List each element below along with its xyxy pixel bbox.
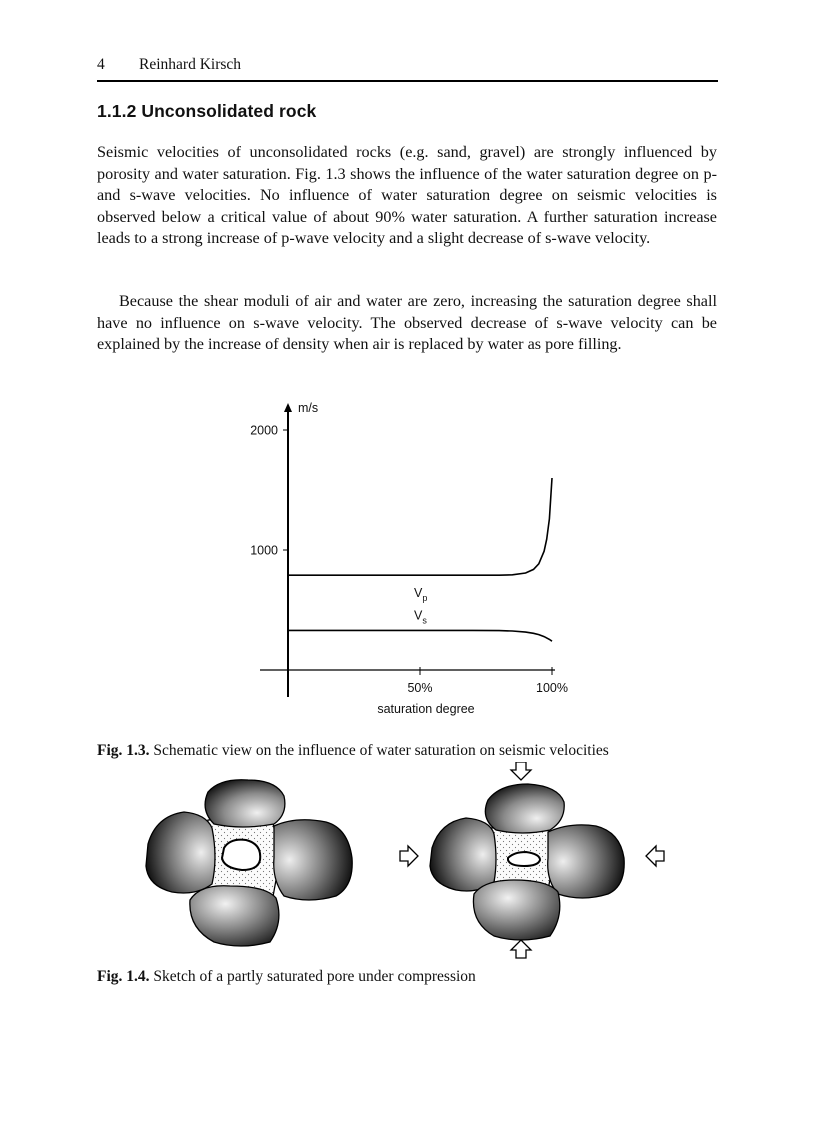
velocity-saturation-chart (220, 395, 600, 725)
x-tick-label: 50% (407, 681, 433, 695)
arrow-left-icon (646, 846, 664, 866)
header-rule (97, 80, 718, 82)
y-tick-label: 2000 (250, 423, 278, 438)
page-number: 4 (97, 56, 105, 73)
pore-uncompressed (146, 780, 352, 946)
air-bubble (508, 852, 540, 866)
arrow-down-icon (511, 762, 531, 780)
section-title: 1.1.2 Unconsolidated rock (97, 101, 317, 121)
arrow-up-icon (511, 940, 531, 958)
grain-bottom (473, 880, 559, 940)
y-axis-arrow (284, 403, 292, 412)
grain-top (205, 780, 285, 827)
series-label-subscript: s (422, 615, 427, 626)
arrow-right-icon (400, 846, 418, 866)
running-header (97, 54, 717, 78)
figure-caption-1-3 (97, 742, 609, 760)
series-label-vs: $V_s$ (414, 608, 427, 626)
pore-compression-sketch (130, 762, 690, 967)
figure-caption-text: Sketch of a partly saturated pore under compression (153, 968, 476, 985)
grain-right (274, 820, 352, 900)
grain-top (485, 784, 564, 833)
series-label-vp: $V_p$ (414, 586, 428, 604)
figure-caption-1-4 (97, 968, 476, 986)
figure-label: Fig. 1.4. (97, 968, 150, 985)
paragraph-2: Because the shear moduli of air and water are zero, increasing the saturation degree shall have no influence on s-wave velocity. The observed decrease of s-wave velocity can be explained by the increase of density when air is replaced by water as pore filling. (97, 292, 717, 354)
series-label-subscript: p (422, 593, 428, 604)
pore-compressed (430, 784, 624, 940)
figure-label: Fig. 1.3. (97, 742, 150, 759)
running-author: Reinhard Kirsch (139, 56, 242, 73)
x-tick-label: 100% (536, 681, 568, 695)
grain-bottom (190, 886, 279, 946)
grain-left (430, 818, 496, 891)
figure-caption-text: Schematic view on the influence of water saturation on seismic velocities (153, 742, 609, 759)
series-line-vs (288, 630, 552, 641)
paragraph-1: Seismic velocities of unconsolidated rocks (e.g. sand, gravel) are strongly influenced by porosity and water saturation. Fig. 1.3 shows the influence of the water saturation degree on p- and s-wave velocities. No influence of water saturation degree on seismic velocities is observed below a critical value of about 90% water saturation. A further saturation increase leads to a strong increase of p-wave velocity and a slight decrease of s-wave velocity. (97, 143, 717, 248)
y-tick-label: 1000 (250, 543, 278, 558)
x-axis-label: saturation degree (377, 702, 475, 716)
y-axis-label: m/s (298, 401, 319, 415)
series-line-vp (288, 478, 552, 575)
grain-right (548, 825, 624, 898)
grain-left (146, 812, 215, 893)
air-bubble (222, 840, 260, 870)
